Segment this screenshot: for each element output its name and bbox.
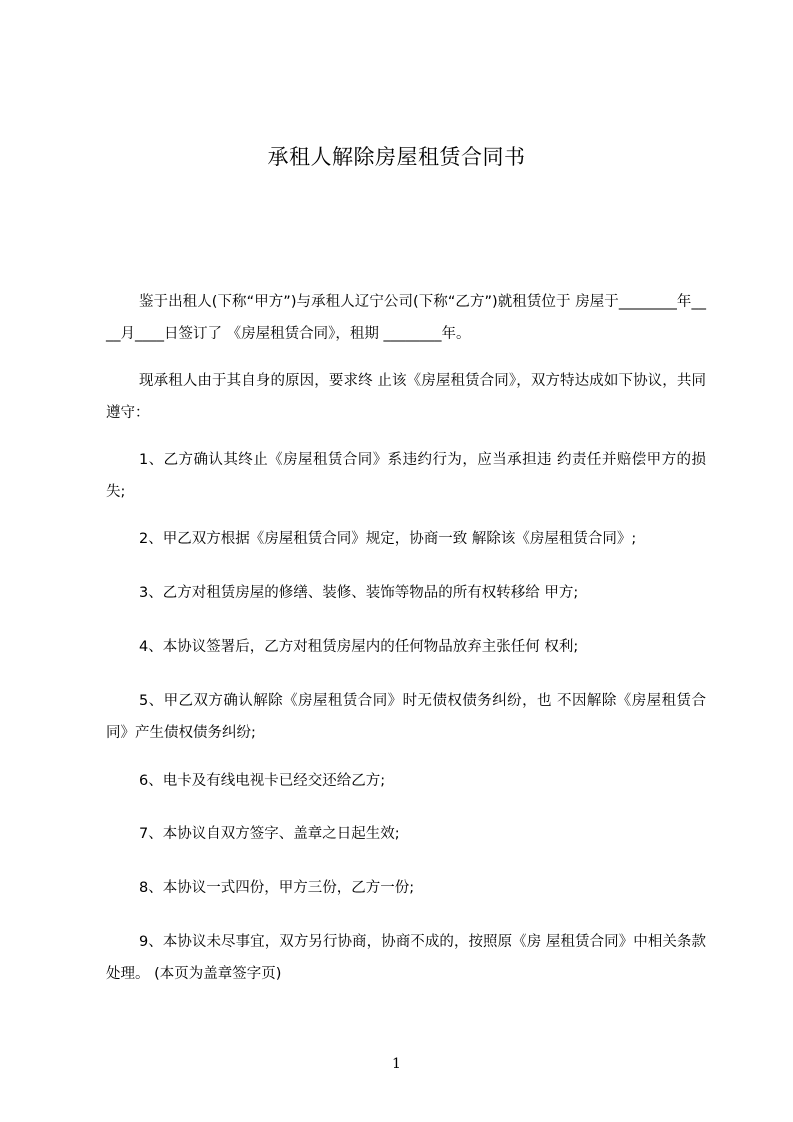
clause-8: 8、本协议一式四份，甲方三份，乙方一份; bbox=[139, 880, 415, 896]
page-number: 1 bbox=[392, 1056, 401, 1072]
statement-paragraph: 现承租人由于其自身的原因，要求终 止该《房屋租赁合同》，双方特达成如下协议，共同遵守： bbox=[106, 373, 706, 421]
clause-4: 4、本协议签署后，乙方对租赁房屋内的任何物品放弃主张任何 权利; bbox=[139, 639, 579, 655]
clause-2: 2、甲乙双方根据《房屋租赁合同》规定，协商一致 解除该《房屋租赁合同》; bbox=[139, 531, 637, 547]
clause-9: 9、本协议未尽事宜，双方另行协商，协商不成的，按照原《房 屋租赁合同》中相关条款处理。 (本页为盖章签字页) bbox=[106, 934, 706, 982]
clause-3: 3、乙方对租赁房屋的修缮、装修、装饰等物品的所有权转移给 甲方; bbox=[139, 585, 579, 601]
clause-5: 5、甲乙双方确认解除《房屋租赁合同》时无债权债务纠纷，也 不因解除《房屋租赁合同》产生债权债务纠纷; bbox=[106, 693, 706, 741]
clause-6: 6、电卡及有线电视卡已经交还给乙方; bbox=[139, 773, 386, 789]
document-title: 承租人解除房屋租赁合同书 bbox=[267, 145, 526, 169]
clause-1: 1、乙方确认其终止《房屋租赁合同》系违约行为，应当承担违 约责任并赔偿甲方的损失; bbox=[106, 452, 706, 500]
clause-7: 7、本协议自双方签字、盖章之日起生效; bbox=[139, 826, 400, 842]
intro-paragraph: 鉴于出租人(下称“甲方”)与承租人辽宁公司(下称“乙方”)就租赁位于 房屋于________年____月____日签订了 《房屋租赁合同》，租期 ________年。 bbox=[106, 294, 706, 342]
